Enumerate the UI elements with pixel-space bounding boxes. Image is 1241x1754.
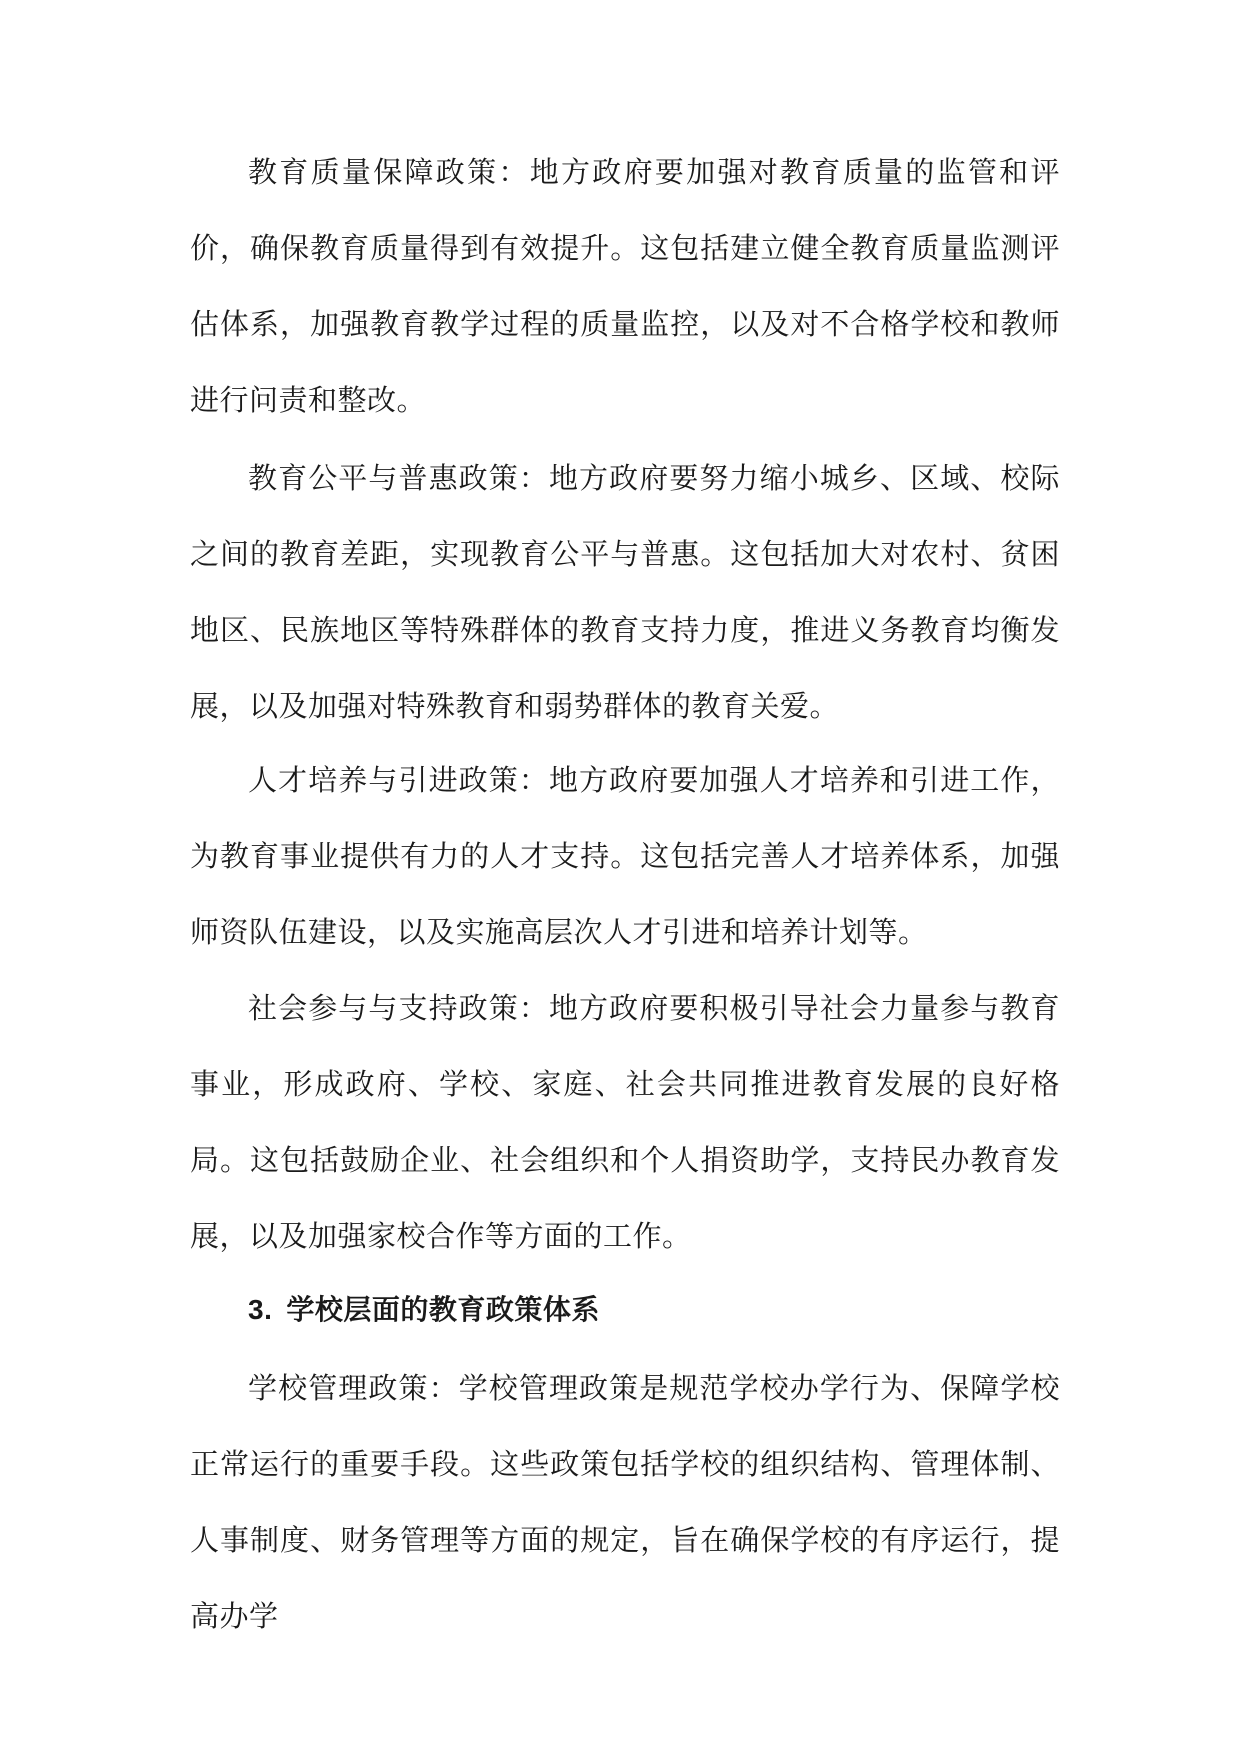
section-heading [248,1290,1060,1330]
paragraph-talent [190,742,1060,970]
paragraph-text: 社会参与与支持政策：地方政府要积极引导社会力量参与教育事业，形成政府、学校、家庭、社会共同推进教育发展的良好格局。这包括鼓励企业、社会组织和个人捐资助学，支持民办教育发展，以及加强家校合作等方面的工作。 [190,991,1060,1253]
section-number: 3. [248,1294,273,1325]
paragraph-social-participation [190,970,1060,1274]
paragraph-text: 教育质量保障政策：地方政府要加强对教育质量的监管和评价，确保教育质量得到有效提升。这包括建立健全教育质量监测评估体系，加强教育教学过程的质量监控，以及对不合格学校和教师进行问责和整改。 [190,155,1060,417]
paragraph-text: 人才培养与引进政策：地方政府要加强人才培养和引进工作，为教育事业提供有力的人才支持。这包括完善人才培养体系，加强师资队伍建设，以及实施高层次人才引进和培养计划等。 [190,763,1060,949]
paragraph-text: 学校管理政策：学校管理政策是规范学校办学行为、保障学校正常运行的重要手段。这些政策包括学校的组织结构、管理体制、人事制度、财务管理等方面的规定，旨在确保学校的有序运行，提高办学 [190,1371,1060,1633]
paragraph-equity [190,440,1060,744]
paragraph-quality-assurance [190,134,1060,438]
paragraph-text: 教育公平与普惠政策：地方政府要努力缩小城乡、区域、校际之间的教育差距，实现教育公平与普惠。这包括加大对农村、贫困地区、民族地区等特殊群体的教育支持力度，推进义务教育均衡发展，以及加强对特殊教育和弱势群体的教育关爱。 [190,461,1060,723]
section-title: 学校层面的教育政策体系 [286,1293,600,1326]
paragraph-school-management [190,1350,1060,1654]
